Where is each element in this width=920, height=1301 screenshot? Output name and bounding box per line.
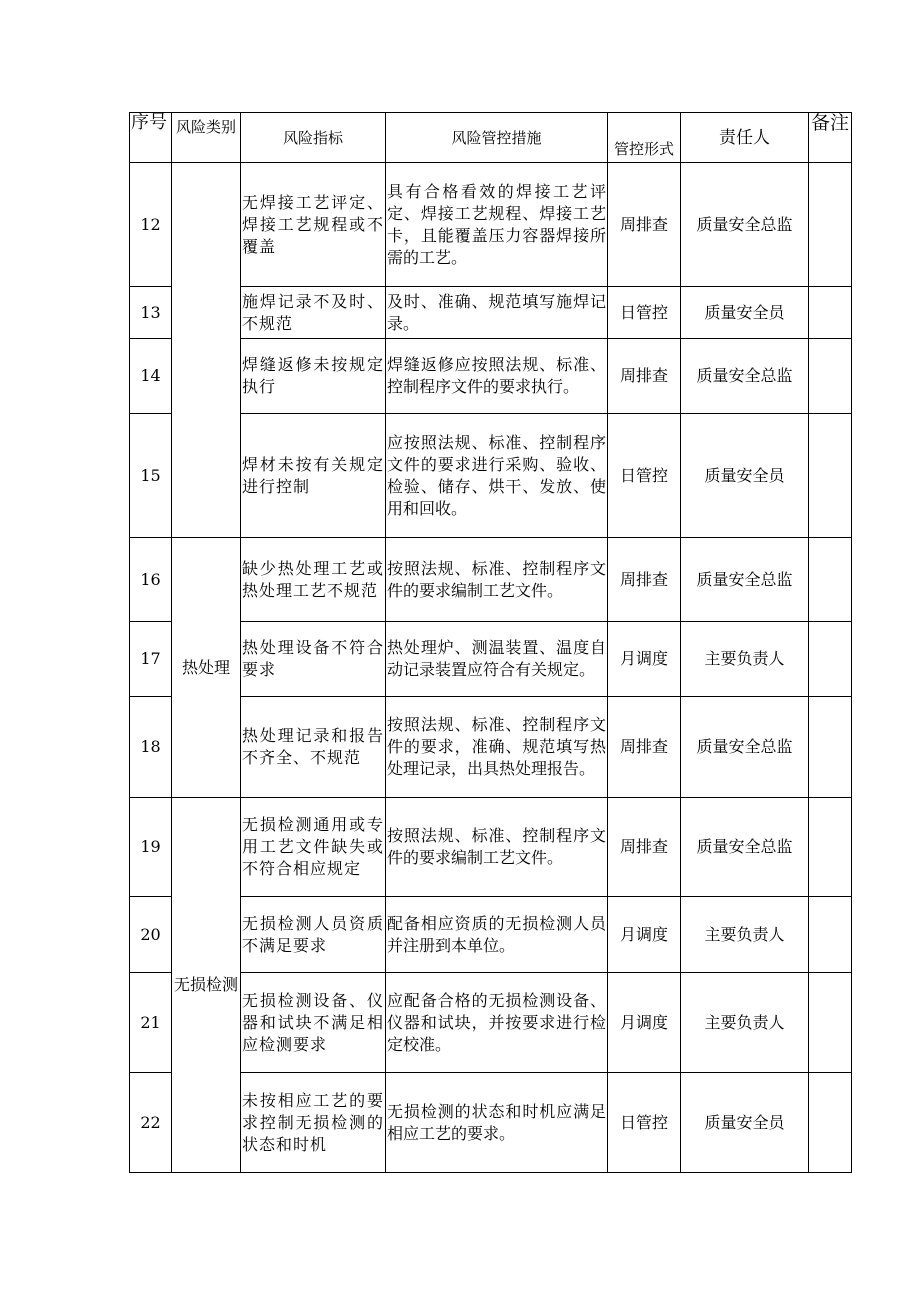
- row-num: 19: [130, 798, 172, 897]
- table-row: [130, 798, 852, 897]
- row-form: 周排查: [608, 339, 681, 414]
- row-responsible: 主要负责人: [681, 973, 809, 1073]
- row-responsible: 质量安全员: [681, 1073, 809, 1173]
- header-note: 备注: [809, 113, 852, 163]
- row-indicator: 无焊接工艺评定、焊接工艺规程或不覆盖: [241, 163, 386, 287]
- row-measures: 焊缝返修应按照法规、标准、控制程序文件的要求执行。: [386, 339, 608, 414]
- row-indicator: 焊缝返修未按规定执行: [241, 339, 386, 414]
- row-responsible: 质量安全员: [681, 414, 809, 538]
- category-cell-empty: [172, 163, 241, 538]
- row-measures: 按照法规、标准、控制程序文件的要求编制工艺文件。: [386, 538, 608, 622]
- row-indicator: 无损检测通用或专用工艺文件缺失或不符合相应规定: [241, 798, 386, 897]
- row-note: [809, 622, 852, 697]
- row-measures: 及时、准确、规范填写施焊记录。: [386, 287, 608, 339]
- row-measures: 无损检测的状态和时机应满足相应工艺的要求。: [386, 1073, 608, 1173]
- row-indicator: 施焊记录不及时、不规范: [241, 287, 386, 339]
- category-ndt: 无损检测: [172, 798, 241, 1173]
- row-form: 周排查: [608, 538, 681, 622]
- row-form: 月调度: [608, 622, 681, 697]
- row-note: [809, 1073, 852, 1173]
- header-row: [130, 113, 852, 163]
- row-note: [809, 897, 852, 973]
- row-form: 月调度: [608, 897, 681, 973]
- row-num: 20: [130, 897, 172, 973]
- header-form: 管控形式: [608, 113, 681, 163]
- row-note: [809, 798, 852, 897]
- row-form: 日管控: [608, 1073, 681, 1173]
- risk-control-table: [129, 112, 852, 1173]
- row-responsible: 质量安全总监: [681, 697, 809, 798]
- table-row: [130, 538, 852, 622]
- row-responsible: 主要负责人: [681, 622, 809, 697]
- header-num: 序号: [130, 113, 172, 163]
- row-num: 14: [130, 339, 172, 414]
- row-form: 日管控: [608, 287, 681, 339]
- row-num: 12: [130, 163, 172, 287]
- row-measures: 具有合格看效的焊接工艺评定、焊接工艺规程、焊接工艺卡，且能覆盖压力容器焊接所需的工艺。: [386, 163, 608, 287]
- row-num: 16: [130, 538, 172, 622]
- row-note: [809, 973, 852, 1073]
- row-num: 21: [130, 973, 172, 1073]
- table-row: [130, 163, 852, 287]
- row-indicator: 无损检测设备、仪器和试块不满足相应检测要求: [241, 973, 386, 1073]
- row-measures: 应配备合格的无损检测设备、仪器和试块，并按要求进行检定校准。: [386, 973, 608, 1073]
- row-indicator: 热处理记录和报告不齐全、不规范: [241, 697, 386, 798]
- row-note: [809, 697, 852, 798]
- row-measures: 配备相应资质的无损检测人员并注册到本单位。: [386, 897, 608, 973]
- row-responsible: 质量安全员: [681, 287, 809, 339]
- header-indicator: 风险指标: [241, 113, 386, 163]
- row-form: 周排查: [608, 798, 681, 897]
- row-indicator: 未按相应工艺的要求控制无损检测的状态和时机: [241, 1073, 386, 1173]
- header-responsible: 责任人: [681, 113, 809, 163]
- row-measures: 按照法规、标准、控制程序文件的要求，准确、规范填写热处理记录，出具热处理报告。: [386, 697, 608, 798]
- row-indicator: 焊材未按有关规定进行控制: [241, 414, 386, 538]
- row-measures: 应按照法规、标准、控制程序文件的要求进行采购、验收、检验、储存、烘干、发放、使用和回收。: [386, 414, 608, 538]
- row-form: 月调度: [608, 973, 681, 1073]
- row-note: [809, 287, 852, 339]
- row-indicator: 热处理设备不符合要求: [241, 622, 386, 697]
- row-responsible: 质量安全总监: [681, 163, 809, 287]
- row-num: 15: [130, 414, 172, 538]
- row-num: 13: [130, 287, 172, 339]
- row-measures: 按照法规、标准、控制程序文件的要求编制工艺文件。: [386, 798, 608, 897]
- row-num: 17: [130, 622, 172, 697]
- row-num: 22: [130, 1073, 172, 1173]
- row-indicator: 缺少热处理工艺或热处理工艺不规范: [241, 538, 386, 622]
- row-note: [809, 163, 852, 287]
- header-category: 风险类别: [172, 113, 241, 163]
- row-measures: 热处理炉、测温装置、温度自动记录装置应符合有关规定。: [386, 622, 608, 697]
- row-responsible: 主要负责人: [681, 897, 809, 973]
- row-form: 周排查: [608, 163, 681, 287]
- header-measures: 风险管控措施: [386, 113, 608, 163]
- row-indicator: 无损检测人员资质不满足要求: [241, 897, 386, 973]
- row-form: 日管控: [608, 414, 681, 538]
- row-num: 18: [130, 697, 172, 798]
- row-form: 周排查: [608, 697, 681, 798]
- category-heat-treatment: 热处理: [172, 538, 241, 798]
- row-note: [809, 538, 852, 622]
- row-responsible: 质量安全总监: [681, 538, 809, 622]
- row-note: [809, 414, 852, 538]
- row-responsible: 质量安全总监: [681, 339, 809, 414]
- row-note: [809, 339, 852, 414]
- row-responsible: 质量安全总监: [681, 798, 809, 897]
